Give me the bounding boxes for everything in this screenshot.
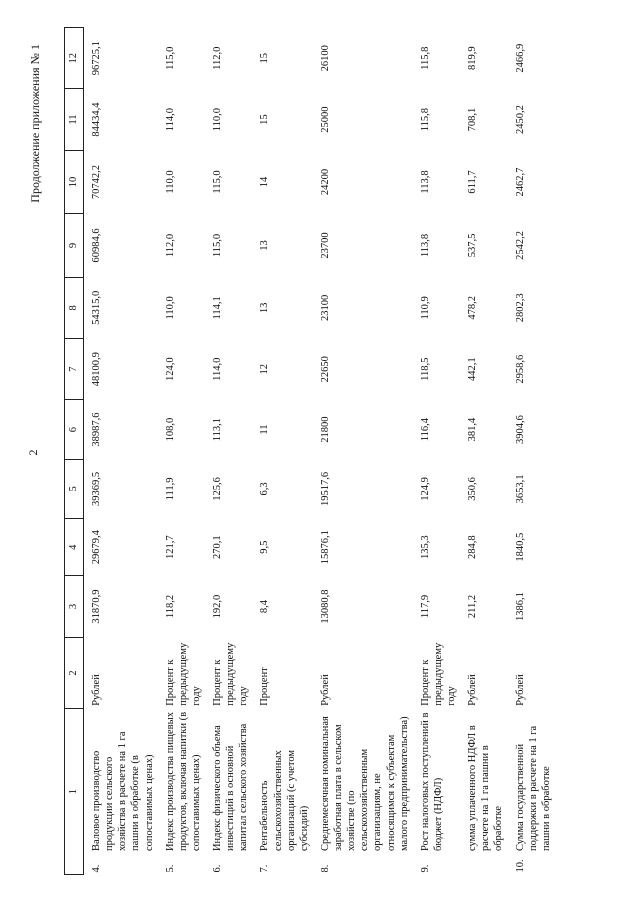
indicators-table bbox=[64, 27, 555, 875]
unit-cell: Рублей bbox=[514, 674, 526, 706]
header-cell: 11 bbox=[65, 89, 84, 150]
value-cell: 114,0 bbox=[164, 107, 176, 132]
value-cell: 110,0 bbox=[164, 296, 176, 320]
page-number: 2 bbox=[26, 449, 40, 456]
header-cell: 2 bbox=[65, 637, 84, 709]
table-row bbox=[252, 28, 313, 875]
header-cell: 1 bbox=[65, 709, 84, 875]
value-cell: 115,0 bbox=[164, 46, 176, 70]
header-cell: 9 bbox=[65, 214, 84, 277]
row-number: 10. bbox=[514, 859, 526, 873]
table-row bbox=[313, 28, 413, 875]
value-cell: 108,0 bbox=[164, 417, 176, 442]
value-cell: 2462,7 bbox=[514, 167, 526, 197]
table-header-row bbox=[65, 28, 84, 875]
unit-cell: Рублей bbox=[467, 674, 479, 706]
unit-cell: Рублей bbox=[319, 674, 331, 706]
value-cell: 3904,6 bbox=[514, 415, 526, 444]
value-cell: 13 bbox=[259, 302, 271, 314]
value-cell: 13 bbox=[259, 240, 271, 251]
value-cell: 11 bbox=[259, 424, 271, 435]
header-cell: 7 bbox=[65, 339, 84, 400]
value-cell: 115,8 bbox=[419, 107, 431, 132]
value-cell: 478,2 bbox=[467, 296, 479, 320]
value-cell: 442,1 bbox=[467, 357, 479, 382]
table-row bbox=[205, 28, 252, 875]
value-cell: 24200 bbox=[319, 168, 331, 196]
value-cell: 2466,9 bbox=[514, 43, 526, 73]
continuation-label: Продолжение приложения № 1 bbox=[28, 44, 42, 203]
value-cell: 121,7 bbox=[164, 535, 176, 559]
value-cell: 135,3 bbox=[419, 535, 431, 559]
value-cell: 124,0 bbox=[164, 357, 176, 382]
value-cell: 23100 bbox=[319, 294, 331, 321]
row-number bbox=[460, 854, 507, 874]
indicator-name: Сумма государственной поддержки в расчете на 1 га пашни в обработке bbox=[514, 725, 552, 852]
indicator-name: сумма уплаченного НДФЛ в расчете на 1 га пашни в обработке bbox=[467, 725, 505, 852]
value-cell: 381,4 bbox=[467, 417, 479, 442]
value-cell: 116,4 bbox=[419, 417, 431, 442]
value-cell: 60984,6 bbox=[91, 228, 102, 263]
header-cell: 8 bbox=[65, 277, 84, 338]
value-cell: 15876,1 bbox=[319, 530, 331, 565]
value-cell: 25000 bbox=[319, 106, 331, 133]
value-cell: 14 bbox=[259, 176, 271, 188]
header-cell: 3 bbox=[65, 576, 84, 637]
row-number: 4. bbox=[91, 864, 102, 873]
value-cell: 29679,4 bbox=[91, 530, 102, 565]
value-cell: 111,9 bbox=[164, 477, 176, 501]
indicator-name: Среднемесячная номинальная заработная плата в сельском хозяйстве (по сельскохозяйственным организациям, не относящимся к субъектам малого предпринимательства) bbox=[319, 716, 410, 852]
value-cell: 9,5 bbox=[259, 540, 271, 554]
value-cell: 110,9 bbox=[419, 296, 431, 320]
value-cell: 70742,2 bbox=[91, 164, 102, 200]
value-cell: 117,9 bbox=[419, 594, 431, 619]
value-cell: 112,0 bbox=[164, 233, 176, 258]
value-cell: 708,1 bbox=[467, 107, 479, 132]
value-cell: 115,0 bbox=[212, 170, 223, 194]
table-row bbox=[84, 28, 158, 875]
value-cell: 113,8 bbox=[419, 170, 431, 194]
value-cell: 13080,8 bbox=[319, 589, 331, 624]
value-cell: 114,0 bbox=[212, 357, 223, 381]
unit-cell: Рублей bbox=[91, 674, 102, 706]
value-cell: 38987,6 bbox=[91, 412, 102, 447]
row-number: 7. bbox=[259, 864, 271, 873]
unit-cell: Процент bbox=[259, 667, 271, 706]
value-cell: 125,6 bbox=[212, 477, 223, 501]
value-cell: 124,9 bbox=[419, 477, 431, 501]
value-cell: 19517,6 bbox=[319, 471, 331, 506]
value-cell: 15 bbox=[259, 52, 271, 64]
value-cell: 611,7 bbox=[467, 170, 479, 194]
indicator-name: Индекс физического объема инвестиций в основной капитал сельского хозяйства bbox=[212, 723, 250, 852]
value-cell: 6,3 bbox=[259, 482, 271, 496]
value-cell: 2450,2 bbox=[514, 105, 526, 135]
table-row bbox=[508, 28, 555, 875]
value-cell: 211,2 bbox=[467, 594, 479, 619]
value-cell: 819,9 bbox=[467, 46, 479, 71]
unit-cell: Процент к предыдущему году bbox=[419, 642, 457, 706]
value-cell: 23700 bbox=[319, 232, 331, 259]
unit-cell: Процент к предыдущему году bbox=[212, 642, 250, 706]
value-cell: 112,0 bbox=[212, 46, 223, 70]
table-body bbox=[84, 28, 555, 875]
value-cell: 110,0 bbox=[164, 170, 176, 194]
value-cell: 350,6 bbox=[467, 477, 479, 501]
header-cell: 5 bbox=[65, 459, 84, 518]
value-cell: 114,1 bbox=[212, 296, 223, 320]
value-cell: 118,5 bbox=[419, 357, 431, 381]
value-cell: 2802,3 bbox=[514, 293, 526, 323]
value-cell: 537,5 bbox=[467, 233, 479, 258]
row-number: 9. bbox=[419, 864, 431, 873]
value-cell: 113,1 bbox=[212, 417, 223, 442]
indicator-name: Рентабельность сельскохозяйственных организаций (с учетом субсидий) bbox=[259, 749, 310, 852]
table-row bbox=[460, 28, 507, 875]
value-cell: 15 bbox=[259, 114, 271, 125]
value-cell: 26100 bbox=[319, 45, 331, 72]
value-cell: 1840,5 bbox=[514, 532, 526, 562]
value-cell: 115,8 bbox=[419, 46, 431, 70]
header-cell: 10 bbox=[65, 150, 84, 213]
value-cell: 21800 bbox=[319, 416, 331, 443]
header-cell: 4 bbox=[65, 519, 84, 576]
value-cell: 39369,5 bbox=[91, 471, 102, 506]
value-cell: 12 bbox=[259, 363, 271, 375]
unit-cell: Процент к предыдущему году bbox=[164, 642, 202, 706]
value-cell: 22650 bbox=[319, 356, 331, 383]
table-row bbox=[158, 28, 205, 875]
row-number: 8. bbox=[319, 864, 331, 873]
value-cell: 48100,9 bbox=[91, 352, 102, 387]
value-cell: 118,2 bbox=[164, 594, 176, 619]
indicator-name: Индекс производства пищевых продуктов, включая напитки (в сопоставимых ценах) bbox=[164, 711, 202, 852]
value-cell: 284,8 bbox=[467, 535, 479, 559]
value-cell: 2542,2 bbox=[514, 231, 526, 260]
value-cell: 192,0 bbox=[212, 594, 223, 619]
header-cell: 12 bbox=[65, 28, 84, 89]
row-number: 5. bbox=[164, 864, 176, 873]
value-cell: 84434,4 bbox=[91, 102, 102, 137]
value-cell: 8,4 bbox=[259, 599, 271, 614]
value-cell: 270,1 bbox=[212, 535, 223, 559]
row-number: 6. bbox=[212, 864, 223, 873]
value-cell: 115,0 bbox=[212, 233, 223, 258]
indicator-name: Валовое производство продукции сельского хозяйства в расчете на 1 га пашни в обработке (в сопоставимых ценах) bbox=[91, 731, 155, 852]
value-cell: 96725,1 bbox=[91, 41, 102, 76]
value-cell: 113,8 bbox=[419, 233, 431, 258]
value-cell: 2958,6 bbox=[514, 354, 526, 384]
indicator-name: Рост налоговых поступлений в бюджет (НДФЛ) bbox=[419, 712, 444, 852]
value-cell: 110,0 bbox=[212, 107, 223, 132]
header-cell: 6 bbox=[65, 400, 84, 459]
value-cell: 1386,1 bbox=[514, 592, 526, 621]
value-cell: 31870,9 bbox=[91, 589, 102, 624]
table-row bbox=[413, 28, 460, 875]
value-cell: 54315,0 bbox=[91, 290, 102, 325]
value-cell: 3653,1 bbox=[514, 474, 526, 504]
